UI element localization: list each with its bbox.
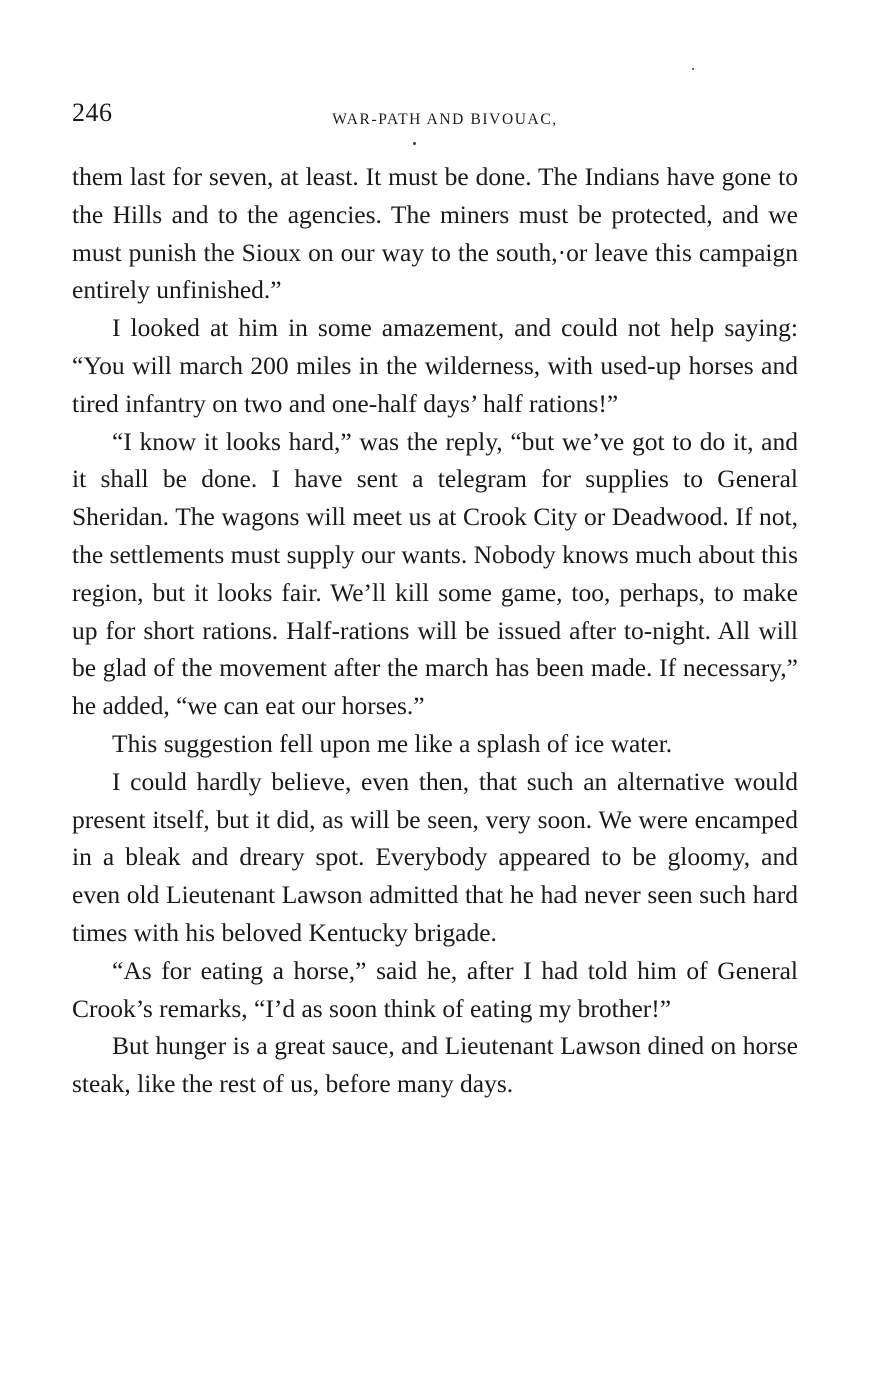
paragraph: I looked at him in some amazement, and could not help saying: “You will march 200 miles in the wilderness, with used-up horses and tired infantry on two and one-half days’ half rations!” (72, 313, 798, 418)
paragraph: “As for eating a horse,” said he, after I had told him of General Crook’s remarks, “I’d as soon think of eating my brother!” (72, 955, 798, 1023)
book-page (72, 98, 798, 1103)
running-head (72, 98, 798, 138)
page-number: 246 (72, 98, 113, 127)
body-text (72, 158, 798, 1103)
running-title: WAR-PATH AND BIVOUAC, (332, 111, 558, 128)
paragraph: This suggestion fell upon me like a splash of ice water. (112, 728, 673, 758)
paragraph-continued: them last for seven, at least. It must be done. The Indians have gone to the Hills and to the agencies. The miners must be protected, and we must punish the Sioux on our way to the south,·or leave this campaign entirely unfinished.” (72, 162, 798, 305)
paragraph: But hunger is a great sauce, and Lieutenant Lawson dined on horse steak, like the rest of us, before many days. (72, 1031, 798, 1099)
paragraph: “I know it looks hard,” was the reply, “but we’ve got to do it, and it shall be done. I have sent a telegram for supplies to General Sheridan. The wagons will meet us at Crook City or Deadwood. If not, the settlements must supply our wants. Nobody knows much about this region, but it looks fair. We’ll kill some game, too, perhaps, to make up for short rations. Half-rations will be issued after to-night. All will be glad of the movement after the march has been made. If necessary,” he added, “we can eat our horses.” (72, 426, 798, 721)
print-speck (692, 68, 694, 70)
print-speck (413, 142, 416, 145)
paragraph: I could hardly believe, even then, that such an alternative would present itself, but it did, as will be seen, very soon. We were encamped in a bleak and dreary spot. Everybody appeared to be gloomy, and even old Lieutenant Lawson admitted that he had never seen such hard times with his beloved Kentucky brigade. (72, 766, 798, 947)
